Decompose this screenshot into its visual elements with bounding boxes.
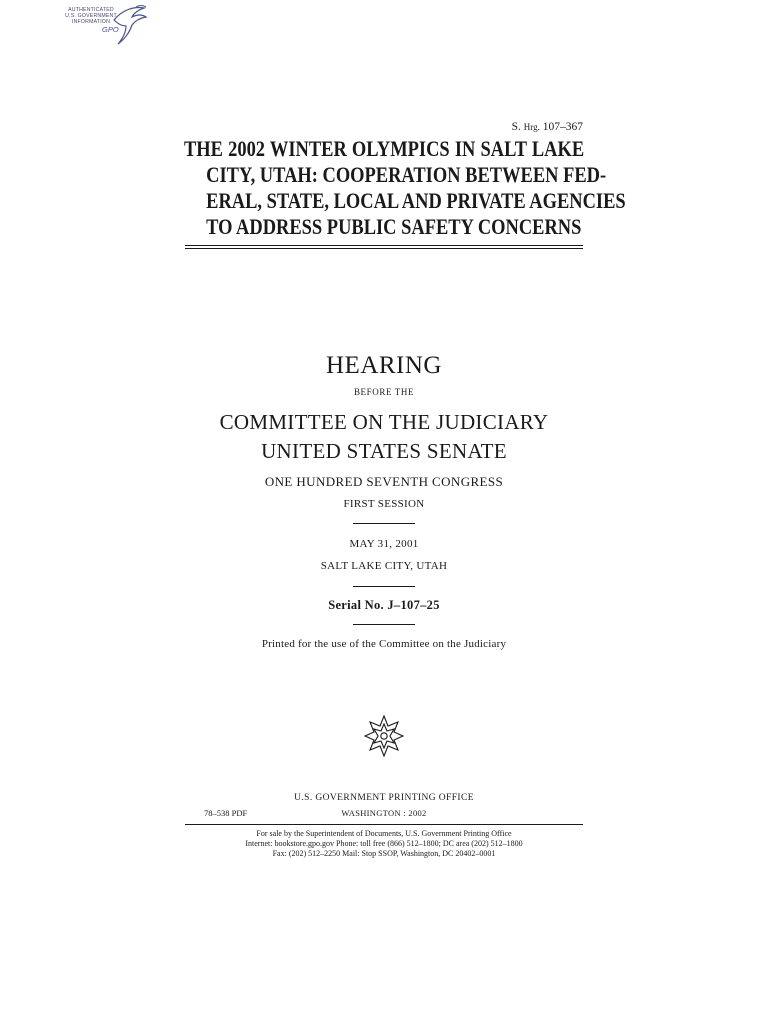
title-rule-bottom <box>185 248 583 249</box>
sale-line: For sale by the Superintendent of Documents, U.S. Government Printing Office <box>256 829 512 838</box>
serial-divider <box>353 624 415 625</box>
footer-rule <box>185 824 583 825</box>
pdf-number: 78–538 PDF <box>204 808 248 818</box>
session-label: FIRST SESSION <box>343 498 425 510</box>
title-rule-top <box>185 245 583 246</box>
hearing-number <box>400 121 583 133</box>
sale-line: Internet: bookstore.gpo.gov Phone: toll free (866) 512–1800; DC area (202) 512–1800 <box>245 839 523 848</box>
title-line: TO ADDRESS PUBLIC SAFETY CONCERNS <box>206 214 582 239</box>
sale-information <box>0 829 768 859</box>
seal-line: AUTHENTICATED <box>68 7 114 13</box>
gpo-mark: GPO <box>102 25 119 34</box>
title-line: ERAL, STATE, LOCAL AND PRIVATE AGENCIES <box>206 188 626 213</box>
session-divider <box>353 523 415 524</box>
gpo-authentication-seal <box>58 4 150 48</box>
serial-number: Serial No. J–107–25 <box>328 598 440 612</box>
hearing-prefix: S. <box>511 121 524 133</box>
hearing-location: SALT LAKE CITY, UTAH <box>320 560 448 572</box>
congress-label: ONE HUNDRED SEVENTH CONGRESS <box>264 474 504 489</box>
gpo-star-emblem-icon <box>363 714 405 758</box>
title-line: CITY, UTAH: COOPERATION BETWEEN FED- <box>206 162 607 187</box>
hearing-date: MAY 31, 2001 <box>349 538 419 550</box>
printing-office: U.S. GOVERNMENT PRINTING OFFICE <box>294 793 474 803</box>
title-line: THE 2002 WINTER OLYMPICS IN SALT LAKE <box>184 136 585 161</box>
hearing-heading: HEARING <box>326 352 442 379</box>
hearing-label: Hrg. <box>523 122 540 132</box>
sale-line: Fax: (202) 512–2250 Mail: Stop SSOP, Washington, DC 20402–0001 <box>272 849 496 858</box>
washington-year: WASHINGTON : 2002 <box>341 808 427 818</box>
seal-line: INFORMATION <box>71 19 111 25</box>
seal-line: U.S. GOVERNMENT <box>65 13 117 19</box>
senate-name: UNITED STATES SENATE <box>261 439 507 463</box>
hearing-title <box>184 136 626 240</box>
printed-for-note: Printed for the use of the Committee on the Judiciary <box>261 638 507 650</box>
hearing-number-value: 107–367 <box>539 121 583 133</box>
location-divider <box>353 586 415 587</box>
committee-name: COMMITTEE ON THE JUDICIARY <box>219 410 549 434</box>
before-the-label: BEFORE THE <box>353 387 415 397</box>
